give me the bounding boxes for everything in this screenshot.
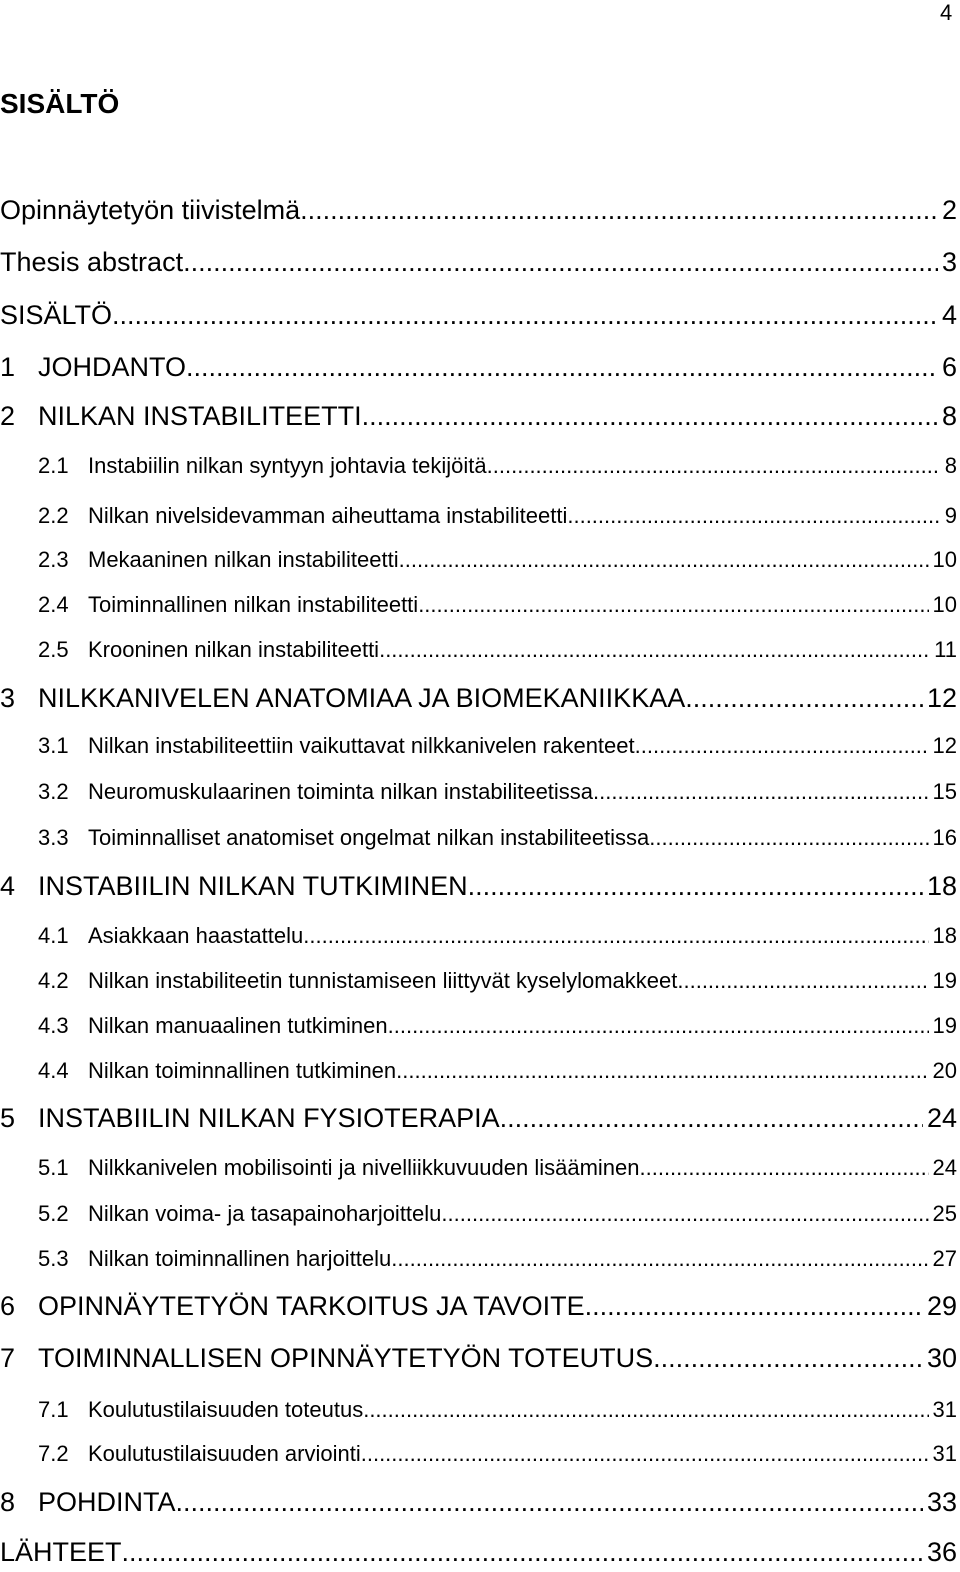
toc-entry[interactable] [0,543,957,577]
toc-entry-title: Toiminnallinen nilkan instabiliteetti [88,592,419,617]
toc-entry[interactable] [0,964,957,998]
toc-entry-number: 4.1 [38,923,69,948]
toc-entry[interactable] [0,1242,957,1276]
toc-entry-number: 2.3 [38,547,69,572]
toc-entry-page: 9 [944,503,957,528]
toc-leader-dots [303,923,928,949]
toc-leader-dots [585,1291,923,1322]
toc-leader-dots [399,547,929,573]
toc-entry[interactable] [0,775,957,809]
toc-leader-dots [441,1201,928,1227]
toc-entry[interactable] [0,588,957,622]
toc-entry-page: 20 [932,1058,957,1083]
toc-entry-title: Nilkan toiminnallinen harjoittelu [88,1246,392,1271]
toc-entry-number: 3 [0,682,16,713]
toc-entry-number: 1 [0,351,16,382]
toc-entry-number: 8 [0,1486,16,1517]
toc-leader-dots [500,1103,923,1134]
toc-leader-dots [362,401,938,432]
toc-entry-number: 3.2 [38,779,69,804]
toc-entry-title: Nilkan instabiliteetin tunnistamiseen liittyvät kyselylomakkeet [88,968,678,993]
toc-entry-number: 7.2 [38,1441,69,1466]
toc-entry-page: 25 [932,1201,957,1226]
toc-entry-title: Nilkkanivelen mobilisointi ja nivelliikkuvuuden lisääminen [88,1155,640,1180]
toc-entry-number: 3.1 [38,733,69,758]
toc-entry-number: 5 [0,1102,16,1133]
toc-entry-title: Neuromuskulaarinen toiminta nilkan instabiliteetissa [88,779,594,804]
toc-entry-page: 10 [932,592,957,617]
toc-entry-page: 31 [932,1397,957,1422]
toc-entry[interactable] [0,1485,957,1519]
toc-entry-title: Mekaaninen nilkan instabiliteetti [88,547,399,572]
toc-entry-page: 2 [941,194,957,225]
toc-leader-dots [300,195,938,226]
toc-entry-number: 6 [0,1290,16,1321]
toc-entry-page: 24 [932,1155,957,1180]
toc-entry-number: 7.1 [38,1397,69,1422]
toc-entry-page: 3 [941,246,957,277]
toc-entry[interactable] [0,399,957,433]
toc-entry-page: 19 [932,968,957,993]
toc-entry-number: 7 [0,1342,16,1373]
toc-entry[interactable] [0,633,957,667]
toc-entry-title: JOHDANTO [38,351,187,382]
toc-entry-page: 19 [932,1013,957,1038]
toc-entry-page: 24 [926,1102,957,1133]
toc-leader-dots [653,1343,923,1374]
toc-entry[interactable] [0,1101,957,1135]
toc-entry-title: NILKKANIVELEN ANATOMIAA JA BIOMEKANIIKKAA [38,682,686,713]
toc-leader-dots [418,592,928,618]
toc-leader-dots [640,1155,929,1181]
toc-leader-dots [176,1487,923,1518]
toc-entry-page: 4 [941,299,957,330]
toc-entry-page: 18 [926,870,957,901]
toc-entry[interactable] [0,729,957,763]
toc-entry[interactable] [0,499,957,533]
toc-entry-title: TOIMINNALLISEN OPINNÄYTETYÖN TOTEUTUS [38,1342,654,1373]
toc-entry[interactable] [0,1054,957,1088]
toc-entry-title: Krooninen nilkan instabiliteetti [88,637,380,662]
toc-entry-number: 4.4 [38,1058,69,1083]
toc-entry-number: 2.5 [38,637,69,662]
toc-entry[interactable] [0,821,957,855]
toc-entry-page: 15 [932,779,957,804]
toc-entry[interactable] [0,1341,957,1375]
toc-leader-dots [186,352,938,383]
toc-entry-title: Nilkan toiminnallinen tutkiminen [88,1058,397,1083]
toc-leader-dots [685,683,923,714]
toc-entry-title: Asiakkaan haastattelu [88,923,304,948]
toc-entry-title: Toiminnalliset anatomiset ongelmat nilkan instabiliteetissa [88,825,650,850]
toc-entry-number: 4.3 [38,1013,69,1038]
toc-entry-number: 2.4 [38,592,69,617]
toc-entry-title: Koulutustilaisuuden toteutus [88,1397,364,1422]
toc-leader-dots [363,1397,928,1423]
toc-entry[interactable] [0,1009,957,1043]
toc-entry-page: 36 [926,1536,957,1567]
toc-entry-number: 4 [0,870,16,901]
toc-entry-page: 27 [932,1246,957,1271]
toc-entry-title: Nilkan instabiliteettiin vaikuttavat nilkkanivelen rakenteet [88,733,635,758]
toc-entry-page: 29 [926,1290,957,1321]
toc-leader-dots [567,503,940,529]
toc-entry-page: 12 [932,733,957,758]
toc-entry-title: SISÄLTÖ [0,299,113,330]
toc-leader-dots [391,1246,928,1272]
toc-entry-page: 12 [926,682,957,713]
toc-entry[interactable] [0,681,957,715]
toc-entry-title: INSTABIILIN NILKAN TUTKIMINEN [38,870,468,901]
toc-entry[interactable] [0,919,957,953]
toc-leader-dots [468,871,923,902]
toc-entry[interactable] [0,1393,957,1427]
toc-entry[interactable] [0,245,957,279]
toc-entry-title: Nilkan manuaalinen tutkiminen [88,1013,388,1038]
toc-entry-page: 11 [934,637,957,662]
toc-entry[interactable] [0,869,957,903]
toc-entry-page: 10 [932,547,957,572]
toc-entry-page: 18 [932,923,957,948]
toc-entry-number: 3.3 [38,825,69,850]
toc-entry[interactable] [0,1437,957,1471]
toc-entry-title: Opinnäytetyön tiivistelmä [0,194,301,225]
toc-leader-dots [593,779,928,805]
toc-entry-number: 4.2 [38,968,69,993]
toc-entry[interactable] [0,350,957,384]
toc-entry-number: 2 [0,400,16,431]
toc-leader-dots [112,300,938,331]
toc-entry-number: 5.3 [38,1246,69,1271]
toc-entry-page: 8 [944,453,957,478]
toc-entry-title: Koulutustilaisuuden arviointi [88,1441,361,1466]
toc-leader-dots [361,1441,929,1467]
toc-entry[interactable] [0,1535,957,1569]
page-number: 4 [940,0,953,25]
toc-entry-title: Thesis abstract [0,246,184,277]
toc-entry-title: NILKAN INSTABILITEETTI [38,400,362,431]
toc-entry-title: LÄHTEET [0,1536,122,1567]
toc-leader-dots [649,825,928,851]
toc-leader-dots [635,733,929,759]
toc-entry-page: 16 [932,825,957,850]
toc-leader-dots [183,247,938,278]
toc-entry-title: POHDINTA [38,1486,176,1517]
toc-leader-dots [388,1013,929,1039]
toc-entry-title: Instabiilin nilkan syntyyn johtavia tekijöitä [88,453,487,478]
toc-entry-number: 2.2 [38,503,69,528]
toc-leader-dots [396,1058,928,1084]
toc-leader-dots [487,453,941,479]
toc-entry-title: Nilkan voima- ja tasapainoharjoittelu [88,1201,442,1226]
toc-entry-page: 8 [941,400,957,431]
toc-leader-dots [677,968,928,994]
toc-entry-page: 6 [941,351,957,382]
toc-heading: SISÄLTÖ [0,88,120,119]
toc-entry-title: Nilkan nivelsidevamman aiheuttama instabiliteetti [88,503,568,528]
toc-entry-number: 2.1 [38,453,69,478]
toc-leader-dots [122,1537,923,1568]
toc-entry[interactable] [0,1289,957,1323]
toc-entry-page: 33 [926,1486,957,1517]
toc-entry[interactable] [0,1151,957,1185]
toc-leader-dots [379,637,930,663]
toc-entry-page: 30 [926,1342,957,1373]
toc-entry[interactable] [0,1197,957,1231]
toc-entry-number: 5.2 [38,1201,69,1226]
toc-entry-page: 31 [932,1441,957,1466]
toc-entry-title: OPINNÄYTETYÖN TARKOITUS JA TAVOITE [38,1290,585,1321]
toc-entry[interactable] [0,193,957,227]
toc-entry-number: 5.1 [38,1155,69,1180]
toc-entry[interactable] [0,449,957,483]
toc-entry-title: INSTABIILIN NILKAN FYSIOTERAPIA [38,1102,500,1133]
toc-entry[interactable] [0,298,957,332]
